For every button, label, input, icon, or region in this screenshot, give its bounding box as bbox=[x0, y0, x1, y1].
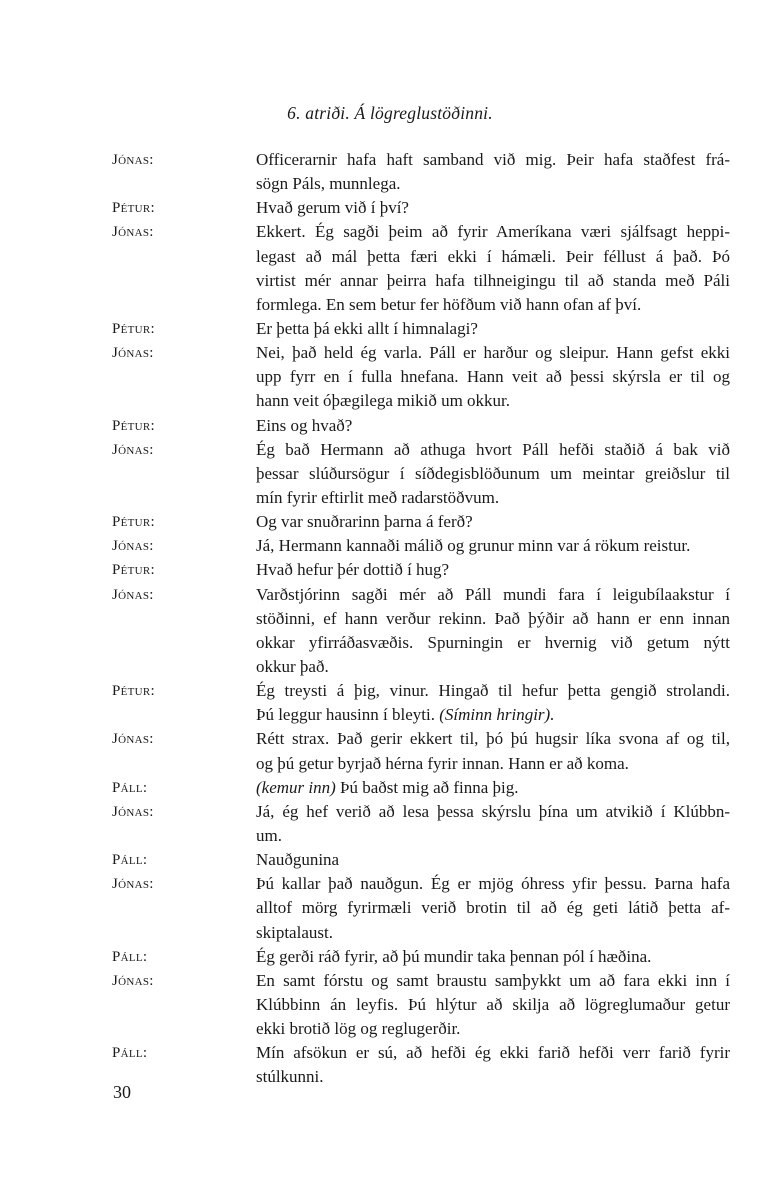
dialogue-line: og þú getur byrjað hérna fyrir innan. Hann er að koma. bbox=[256, 753, 629, 773]
dialogue-entry bbox=[112, 776, 730, 800]
dialogue-line: okkar yfirráðasvæðis. Spurningin er hvernig við getum nýtt bbox=[256, 632, 730, 652]
speaker-label: Páll: bbox=[112, 948, 148, 965]
dialogue-line: virtist mér annar þeirra hafa tilhneigingu til að standa með Páli bbox=[256, 270, 730, 290]
dialogue-entry bbox=[112, 414, 730, 438]
speaker-label: Pétur: bbox=[112, 200, 156, 217]
dialogue-line: Ég bað Hermann að athuga hvort Páll hefði staðið á bak við bbox=[256, 439, 730, 459]
stage-direction: (Síminn hringir). bbox=[439, 705, 555, 725]
dialogue-line: formlega. En sem betur fer höfðum við hann ofan af því. bbox=[256, 294, 642, 314]
dialogue-line: Er þetta þá ekki allt í himnalagi? bbox=[256, 319, 478, 338]
dialogue-line: hann veit óþægilega mikið um okkur. bbox=[256, 391, 511, 411]
dialogue-line: Já, ég hef verið að lesa þessa skýrslu þína um atvikið í Klúbbn- bbox=[256, 801, 730, 821]
dialogue-line: En samt fórstu og samt braustu samþykkt um að fara ekki inn í bbox=[256, 970, 730, 990]
dialogue-entry bbox=[112, 148, 730, 196]
dialogue-entry bbox=[112, 679, 730, 727]
dialogue-line: alltof mörg fyrirmæli verið brotin til að ég geti látið þetta af- bbox=[256, 898, 730, 918]
dialogue-line: Eins og hvað? bbox=[256, 415, 353, 435]
dialogue-entry bbox=[112, 1041, 730, 1089]
dialogue-line: stúlkunni. bbox=[256, 1067, 324, 1087]
dialogue-entry bbox=[112, 510, 730, 534]
dialogue-entry bbox=[112, 438, 730, 510]
dialogue-line: Nei, það held ég varla. Páll er harður og sleipur. Hann gefst ekki bbox=[256, 343, 730, 363]
dialogue-line: upp fyrr en í fulla hnefana. Hann veit að þessi skýrsla er til og bbox=[256, 367, 730, 387]
dialogue-line: ekki brotið lög og reglugerðir. bbox=[256, 1019, 461, 1039]
dialogue-entry bbox=[112, 583, 730, 680]
dialogue-entry bbox=[112, 727, 730, 775]
speaker-label: Pétur: bbox=[112, 562, 156, 579]
dialogue-entry bbox=[112, 558, 730, 582]
speaker-label: Jónas: bbox=[112, 731, 154, 748]
dialogue-entry bbox=[112, 196, 730, 220]
dialogue-entry bbox=[112, 534, 730, 558]
dialogue-line: Rétt strax. Það gerir ekkert til, þó þú hugsir líka svona af og til, bbox=[256, 729, 730, 749]
dialogue-entry bbox=[112, 317, 730, 341]
dialogue-line: Klúbbinn án leyfis. Þú hlýtur að skilja að lögreglumaður getur bbox=[256, 995, 730, 1015]
dialogue-text: Þú baðst mig að finna þig. bbox=[335, 777, 519, 797]
dialogue-line: Já, Hermann kannaði málið og grunur minn var á rökum reistur. bbox=[256, 536, 691, 556]
dialogue-entry bbox=[112, 872, 730, 944]
dialogue-line: mín fyrir eftirlit með radarstöðvum. bbox=[256, 488, 500, 508]
dialogue-line: okkur það. bbox=[256, 657, 329, 677]
dialogue-line: Ég gerði ráð fyrir, að þú mundir taka þennan pól í hæðina. bbox=[256, 946, 652, 966]
dialogue-line: þessar slúðursögur í síðdegisblöðunum um meintar greiðslur til bbox=[256, 463, 730, 483]
dialogue-text: Þú leggur hausinn í bleyti. bbox=[256, 705, 440, 725]
speaker-label: Páll: bbox=[112, 779, 148, 796]
dialogue-script bbox=[112, 148, 730, 1090]
speaker-label: Pétur: bbox=[112, 321, 156, 337]
speaker-label: Pétur: bbox=[112, 683, 156, 700]
dialogue-line: Hvað gerum við í því? bbox=[256, 198, 409, 218]
scene-heading: 6. atriði. Á lögreglustöðinni. bbox=[287, 103, 493, 123]
dialogue-entry bbox=[112, 969, 730, 1041]
speaker-label: Jónas: bbox=[112, 538, 154, 555]
page-number: 30 bbox=[113, 1082, 131, 1102]
dialogue-line: Og var snuðrarinn þarna á ferð? bbox=[256, 512, 473, 532]
dialogue-line: Ekkert. Ég sagði þeim að fyrir Ameríkana væri sjálfsagt heppi- bbox=[256, 222, 730, 242]
dialogue-line: Nauðgunina bbox=[256, 850, 340, 870]
dialogue-entry bbox=[112, 800, 730, 848]
stage-direction: (kemur inn) bbox=[256, 777, 336, 797]
dialogue-line: stöðinni, ef hann verður rekinn. Það þýðir að hann er enn innan bbox=[256, 608, 730, 628]
dialogue-entry bbox=[112, 848, 730, 872]
dialogue-entry bbox=[112, 341, 730, 413]
speaker-label: Jónas: bbox=[112, 152, 154, 168]
dialogue-line: sögn Páls, munnlega. bbox=[256, 174, 401, 194]
dialogue-entry bbox=[112, 220, 730, 317]
dialogue-line: legast að mál þetta færi ekki í hámæli. Þeir féllust á það. Þó bbox=[256, 246, 730, 266]
speaker-label: Jónas: bbox=[112, 224, 154, 241]
speaker-label: Jónas: bbox=[112, 345, 154, 362]
speaker-label: Jónas: bbox=[112, 586, 154, 603]
speaker-label: Jónas: bbox=[112, 803, 154, 820]
speaker-label: Páll: bbox=[112, 852, 148, 869]
dialogue-line: skiptalaust. bbox=[256, 922, 333, 942]
speaker-label: Jónas: bbox=[112, 972, 154, 989]
dialogue-line: Hvað hefur þér dottið í hug? bbox=[256, 560, 450, 580]
dialogue-line: Þú kallar það nauðgun. Ég er mjög óhress yfir þessu. Þarna hafa bbox=[256, 874, 730, 894]
dialogue-entry bbox=[112, 945, 730, 969]
dialogue-line: Officerarnir hafa haft samband við mig. Þeir hafa staðfest frá- bbox=[256, 150, 730, 169]
speaker-label: Jónas: bbox=[112, 876, 154, 893]
speaker-label: Jónas: bbox=[112, 441, 154, 458]
speaker-label: Páll: bbox=[112, 1045, 148, 1062]
dialogue-line bbox=[256, 703, 730, 727]
speaker-label: Pétur: bbox=[112, 514, 156, 531]
dialogue-line: Varðstjórinn sagði mér að Páll mundi fara í leigubílaakstur í bbox=[256, 584, 730, 604]
dialogue-line: Ég treysti á þig, vinur. Hingað til hefur þetta gengið strolandi. bbox=[256, 681, 730, 701]
dialogue-line bbox=[256, 776, 730, 800]
dialogue-line: Mín afsökun er sú, að hefði ég ekki farið hefði verr farið fyrir bbox=[256, 1043, 730, 1063]
dialogue-line: um. bbox=[256, 826, 282, 846]
speaker-label: Pétur: bbox=[112, 417, 156, 434]
